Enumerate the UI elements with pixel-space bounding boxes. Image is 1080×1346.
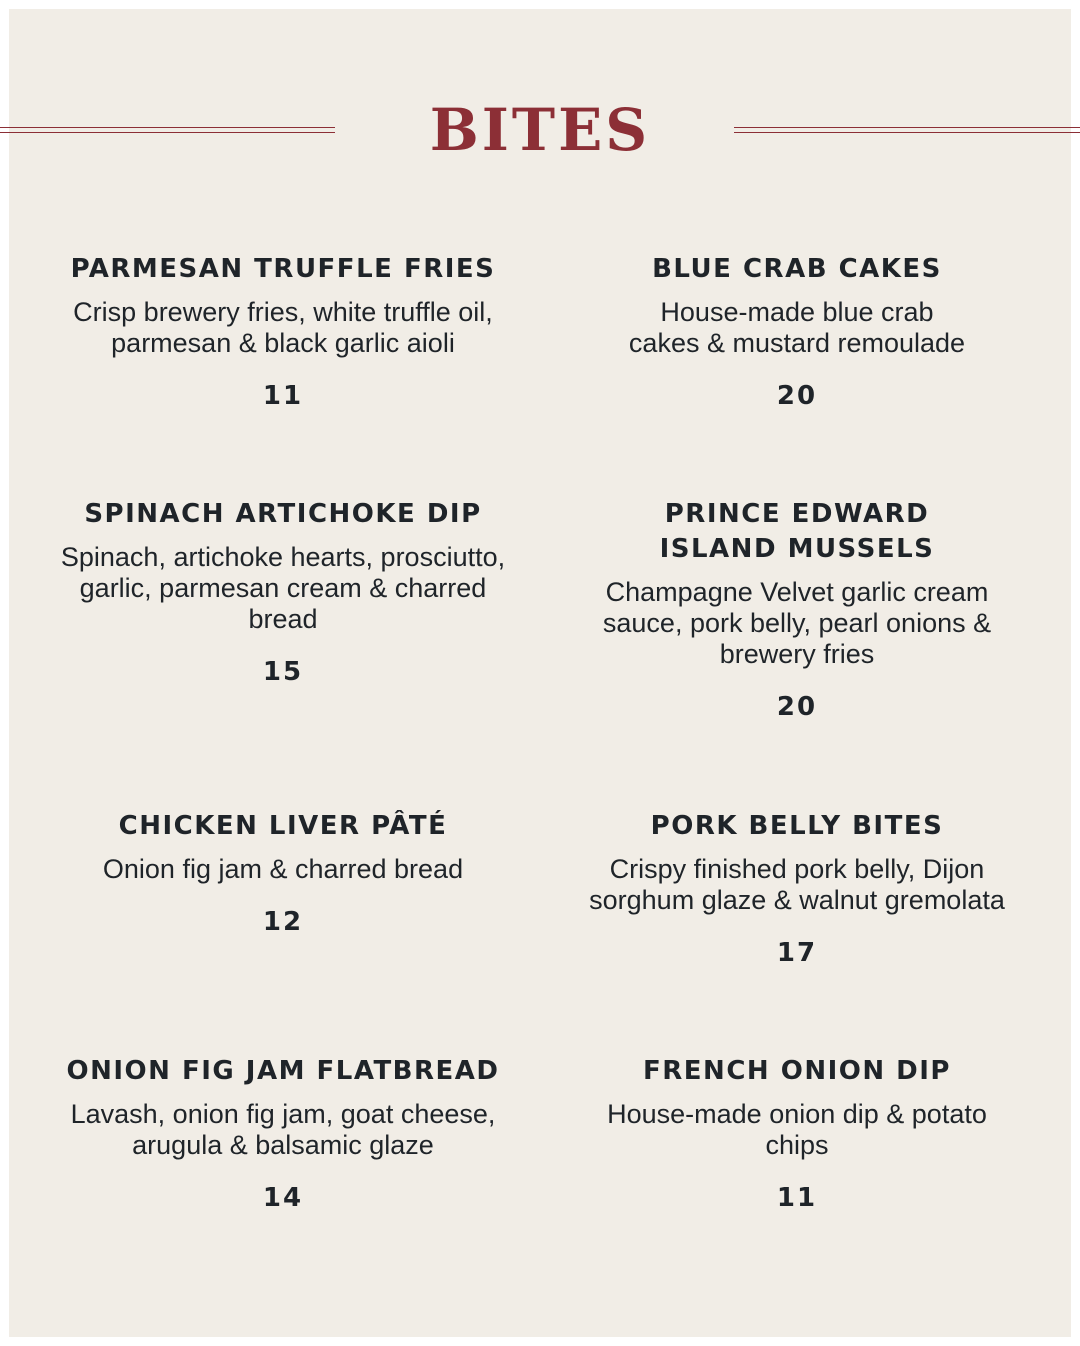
item-price: 12 xyxy=(262,907,304,937)
item-description: Onion fig jam & charred bread xyxy=(102,854,464,884)
menu-item-pei-mussels xyxy=(562,497,1032,722)
item-name: SPINACH ARTICHOKE DIP xyxy=(84,499,482,529)
item-description: House-made onion dip & potato chips xyxy=(607,1099,987,1160)
item-name: BLUE CRAB CAKES xyxy=(652,254,942,284)
item-description: Champagne Velvet garlic cream sauce, pork belly, pearl onions & brewery fries xyxy=(602,577,992,669)
item-description: Crisp brewery fries, white truffle oil, parmesan & black garlic aioli xyxy=(73,297,493,358)
title-rule-right xyxy=(734,127,1080,133)
menu-title: BITES xyxy=(429,96,651,164)
item-name: CHICKEN LIVER PÂTÉ xyxy=(118,811,448,841)
item-description: Spinach, artichoke hearts, prosciutto, garlic, parmesan cream & charred bread xyxy=(60,542,506,634)
item-price: 15 xyxy=(262,657,304,687)
item-name: PARMESAN TRUFFLE FRIES xyxy=(70,254,496,284)
item-price: 14 xyxy=(262,1183,304,1213)
menu-item-onion-fig-jam-flatbread xyxy=(48,1054,518,1213)
item-price: 20 xyxy=(776,692,818,722)
item-price: 17 xyxy=(776,938,818,968)
item-price: 11 xyxy=(262,381,304,411)
title-rule-left xyxy=(0,127,335,133)
item-description: House-made blue crab cakes & mustard remoulade xyxy=(628,297,966,358)
item-name: ONION FIG JAM FLATBREAD xyxy=(66,1056,500,1086)
menu-item-pork-belly-bites xyxy=(562,809,1032,968)
item-description: Lavash, onion fig jam, goat cheese, arugula & balsamic glaze xyxy=(70,1099,496,1160)
menu-item-parmesan-truffle-fries xyxy=(48,252,518,411)
menu-item-spinach-artichoke-dip xyxy=(48,497,518,687)
menu-item-chicken-liver-pate xyxy=(48,809,518,937)
item-name: PRINCE EDWARD ISLAND MUSSELS xyxy=(659,499,935,564)
item-name: PORK BELLY BITES xyxy=(650,811,944,841)
menu-item-french-onion-dip xyxy=(562,1054,1032,1213)
item-price: 11 xyxy=(776,1183,818,1213)
item-name: FRENCH ONION DIP xyxy=(643,1056,951,1086)
item-description: Crispy finished pork belly, Dijon sorghum glaze & walnut gremolata xyxy=(589,854,1005,915)
item-price: 20 xyxy=(776,381,818,411)
menu-item-blue-crab-cakes xyxy=(562,252,1032,411)
